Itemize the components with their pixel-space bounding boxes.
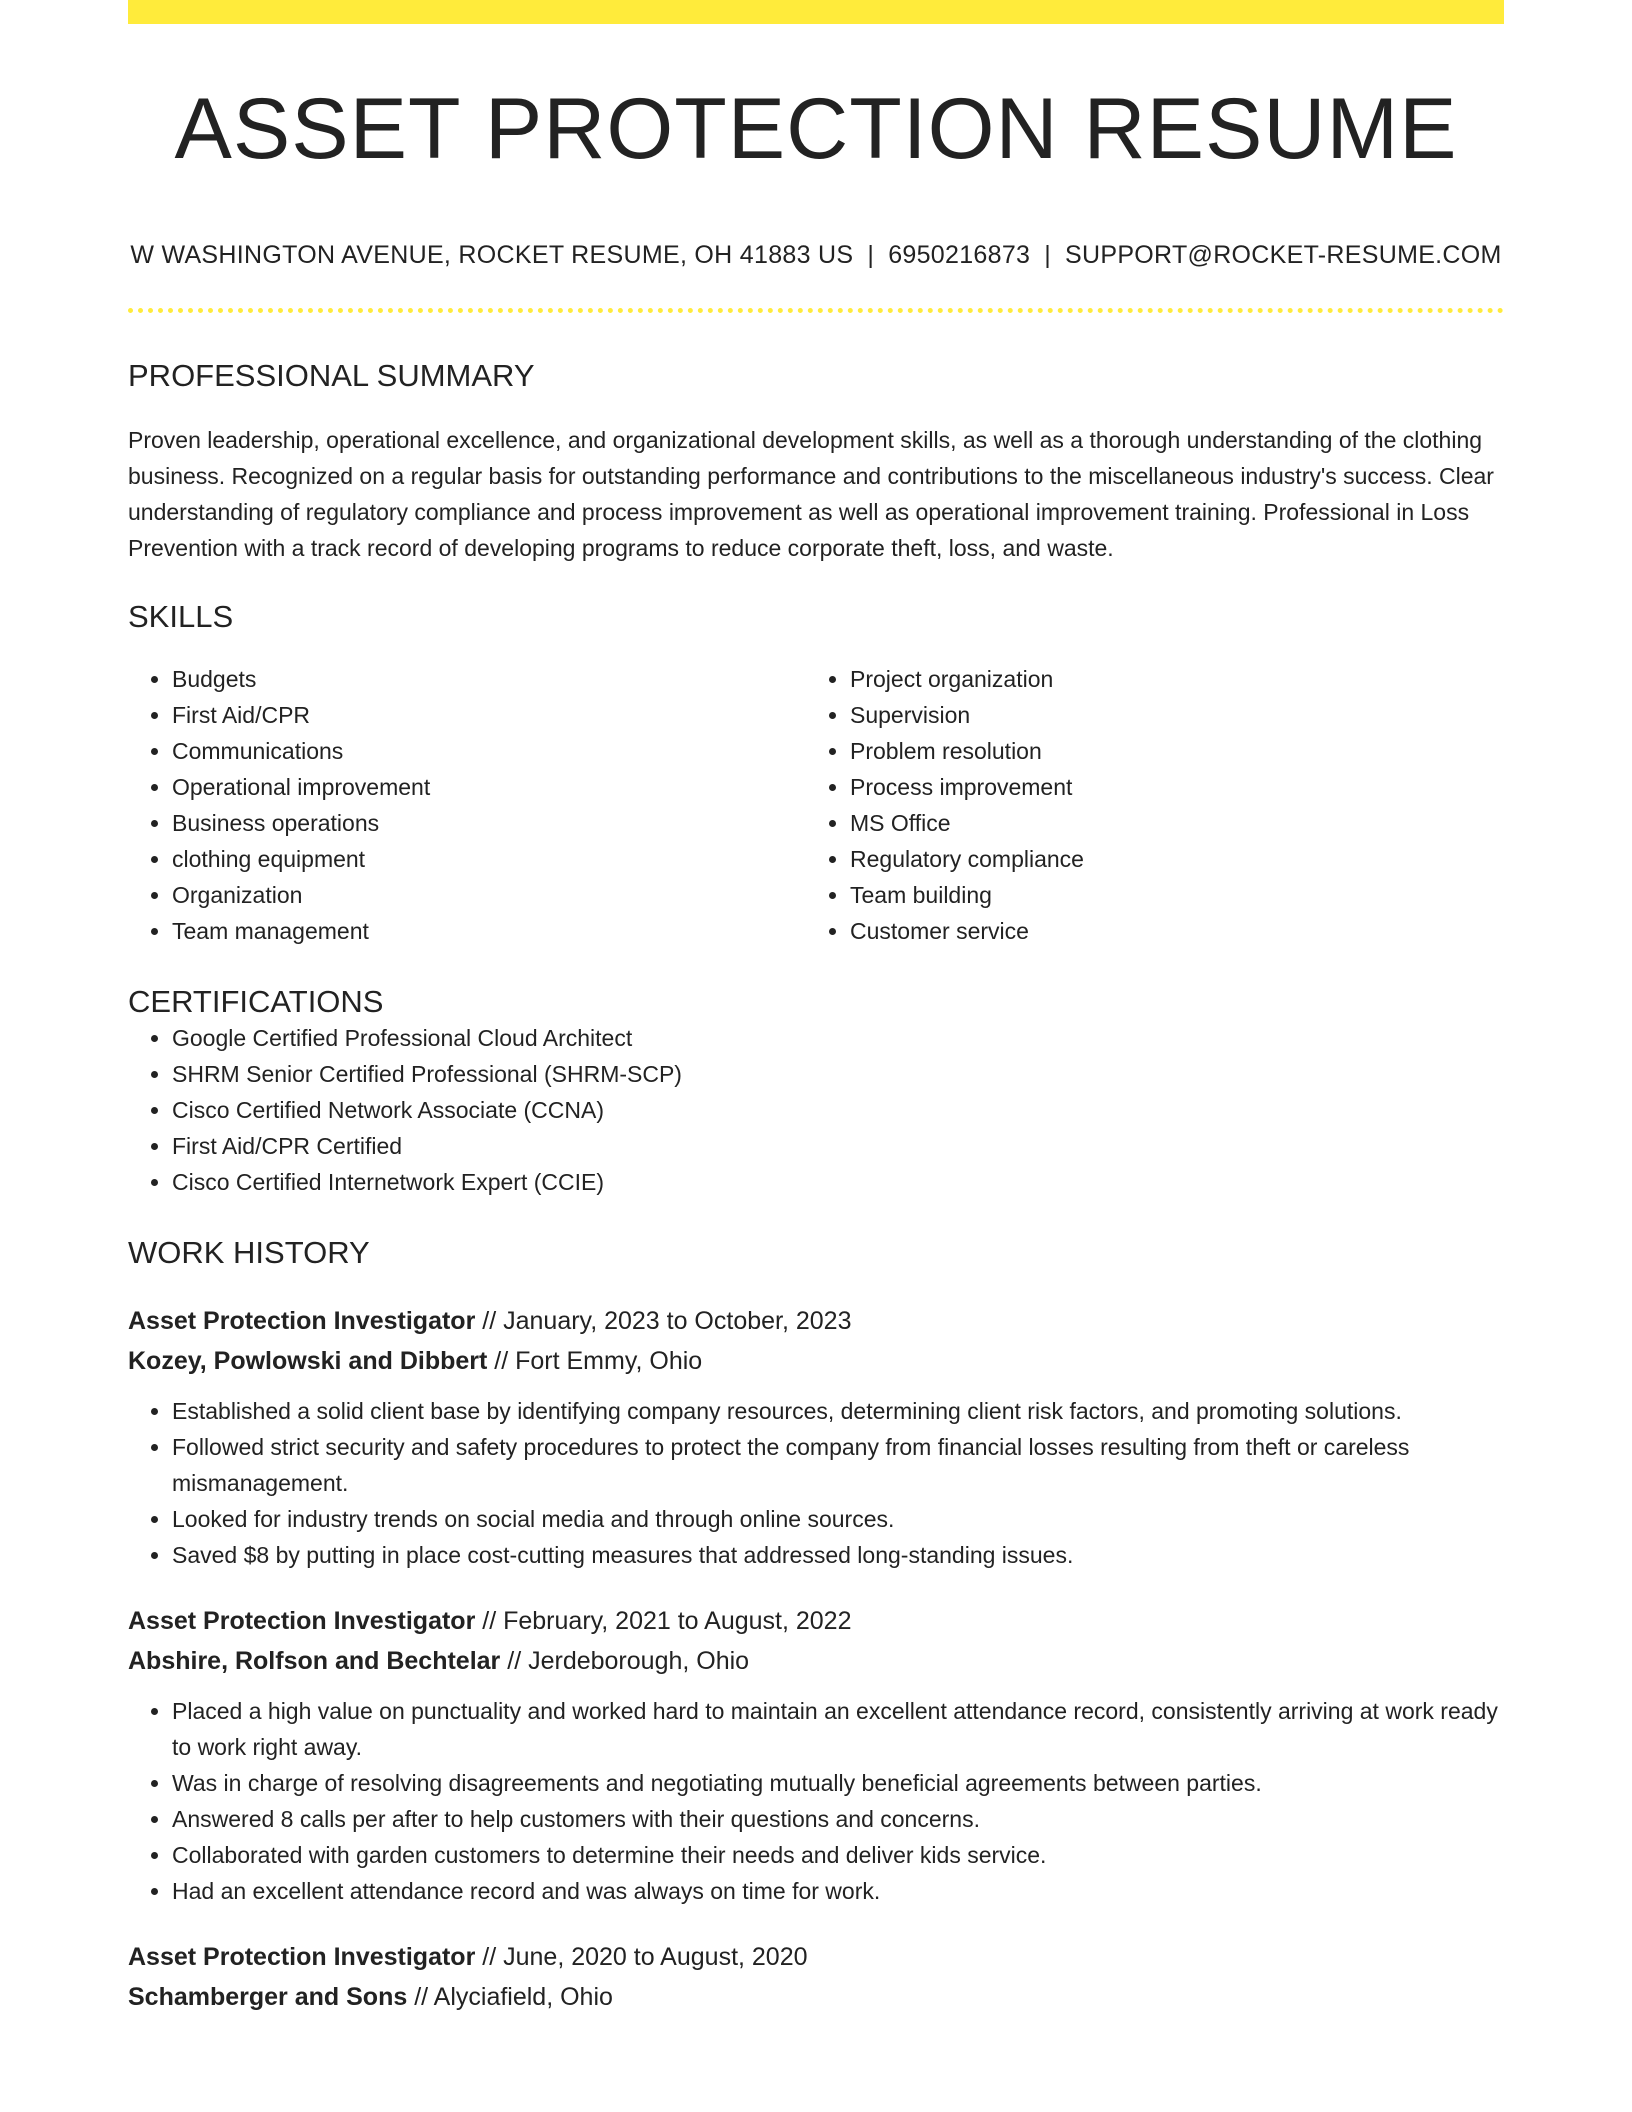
job-role: Asset Protection Investigator — [128, 1307, 476, 1336]
dotted-divider — [128, 308, 1504, 313]
job-dates: // June, 2020 to August, 2020 — [482, 1943, 808, 1972]
job-company: Kozey, Powlowski and Dibbert — [128, 1347, 488, 1376]
skill-item: • MS Office — [850, 805, 1484, 841]
job-entry — [128, 1301, 1504, 1573]
job-bullet: • Saved $8 by putting in place cost-cutting measures that addressed long-standing issues. — [172, 1537, 1504, 1573]
skill-item: • Organization — [172, 877, 806, 913]
job-role: Asset Protection Investigator — [128, 1943, 476, 1972]
skill-item: • Business operations — [172, 805, 806, 841]
job-role-line — [128, 1601, 1504, 1641]
certifications-heading: CERTIFICATIONS — [128, 983, 384, 1019]
work-history-heading: WORK HISTORY — [128, 1235, 370, 1271]
skills-heading: SKILLS — [128, 598, 234, 634]
job-role: Asset Protection Investigator — [128, 1607, 476, 1636]
email: SUPPORT@ROCKET-RESUME.COM — [1065, 240, 1502, 269]
resume-page — [128, 0, 1504, 2017]
certification-item: • First Aid/CPR Certified — [172, 1128, 1504, 1164]
skill-item: • Problem resolution — [850, 733, 1484, 769]
summary-heading: PROFESSIONAL SUMMARY — [128, 357, 535, 393]
skill-item: • Budgets — [172, 661, 806, 697]
job-bullet: • Placed a high value on punctuality and worked hard to maintain an excellent attendance record, consistently arriving at work ready to work right away. — [172, 1693, 1504, 1765]
job-role-line — [128, 1937, 1504, 1977]
skill-item: • Process improvement — [850, 769, 1484, 805]
skill-item: • Operational improvement — [172, 769, 806, 805]
job-bullet: • Collaborated with garden customers to determine their needs and deliver kids service. — [172, 1837, 1504, 1873]
job-company-line — [128, 1977, 1504, 2017]
job-company: Abshire, Rolfson and Bechtelar — [128, 1647, 501, 1676]
job-bullets — [128, 1393, 1504, 1573]
job-company-line — [128, 1341, 1504, 1381]
summary-text: Proven leadership, operational excellence, and organizational development skills, as well as a thorough understanding of the clothing business. Recognized on a regular basis for outstanding performance and contributions to the miscellaneous industry's success. Clear understanding of regulatory compliance and process improvement as well as operational improvement training. Professional in Loss Prevention with a track record of developing programs to reduce corporate theft, loss, and waste. — [128, 426, 1494, 561]
certification-item: • Cisco Certified Network Associate (CCNA) — [172, 1092, 1504, 1128]
certification-item: • Google Certified Professional Cloud Architect — [172, 1020, 1504, 1056]
job-location: // Fort Emmy, Ohio — [494, 1347, 703, 1376]
job-location: // Alyciafield, Ohio — [414, 1983, 613, 2012]
job-bullets — [128, 1693, 1504, 1909]
certification-item: • SHRM Senior Certified Professional (SHRM-SCP) — [172, 1056, 1504, 1092]
skill-item: • Project organization — [850, 661, 1484, 697]
job-bullet: • Had an excellent attendance record and was always on time for work. — [172, 1873, 1504, 1909]
resume-title: ASSET PROTECTION RESUME — [174, 81, 1458, 177]
job-entry — [128, 1601, 1504, 1909]
job-role-line — [128, 1301, 1504, 1341]
phone: 6950216873 — [888, 240, 1031, 269]
job-company: Schamberger and Sons — [128, 1983, 408, 2012]
separator: | — [867, 240, 875, 269]
top-accent-bar — [128, 0, 1504, 24]
job-bullet: • Established a solid client base by identifying company resources, determining client risk factors, and promoting solutions. — [172, 1393, 1504, 1429]
job-location: // Jerdeborough, Ohio — [507, 1647, 750, 1676]
skills-right-list — [806, 661, 1484, 949]
skill-item: • Regulatory compliance — [850, 841, 1484, 877]
job-entry — [128, 1937, 1504, 2017]
certifications-list — [128, 1020, 1504, 1200]
contact-line — [128, 241, 1504, 270]
skill-item: • Team building — [850, 877, 1484, 913]
job-company-line — [128, 1641, 1504, 1681]
certification-item: • Cisco Certified Internetwork Expert (CCIE) — [172, 1164, 1504, 1200]
job-dates: // February, 2021 to August, 2022 — [482, 1607, 852, 1636]
address: W WASHINGTON AVENUE, ROCKET RESUME, OH 41883 US — [130, 240, 854, 269]
job-bullet: • Answered 8 calls per after to help customers with their questions and concerns. — [172, 1801, 1504, 1837]
skill-item: • Supervision — [850, 697, 1484, 733]
jobs-container — [128, 1301, 1504, 2017]
skill-item: • Communications — [172, 733, 806, 769]
skill-item: • Customer service — [850, 913, 1484, 949]
job-dates: // January, 2023 to October, 2023 — [482, 1307, 852, 1336]
job-bullet: • Looked for industry trends on social media and through online sources. — [172, 1501, 1504, 1537]
job-bullet: • Followed strict security and safety procedures to protect the company from financial losses resulting from theft or careless mismanagement. — [172, 1429, 1504, 1501]
job-bullet: • Was in charge of resolving disagreements and negotiating mutually beneficial agreements between parties. — [172, 1765, 1504, 1801]
skills-left-list — [128, 661, 806, 949]
skill-item: • clothing equipment — [172, 841, 806, 877]
skill-item: • Team management — [172, 913, 806, 949]
skills-columns — [128, 661, 1504, 949]
separator: | — [1044, 240, 1052, 269]
skill-item: • First Aid/CPR — [172, 697, 806, 733]
